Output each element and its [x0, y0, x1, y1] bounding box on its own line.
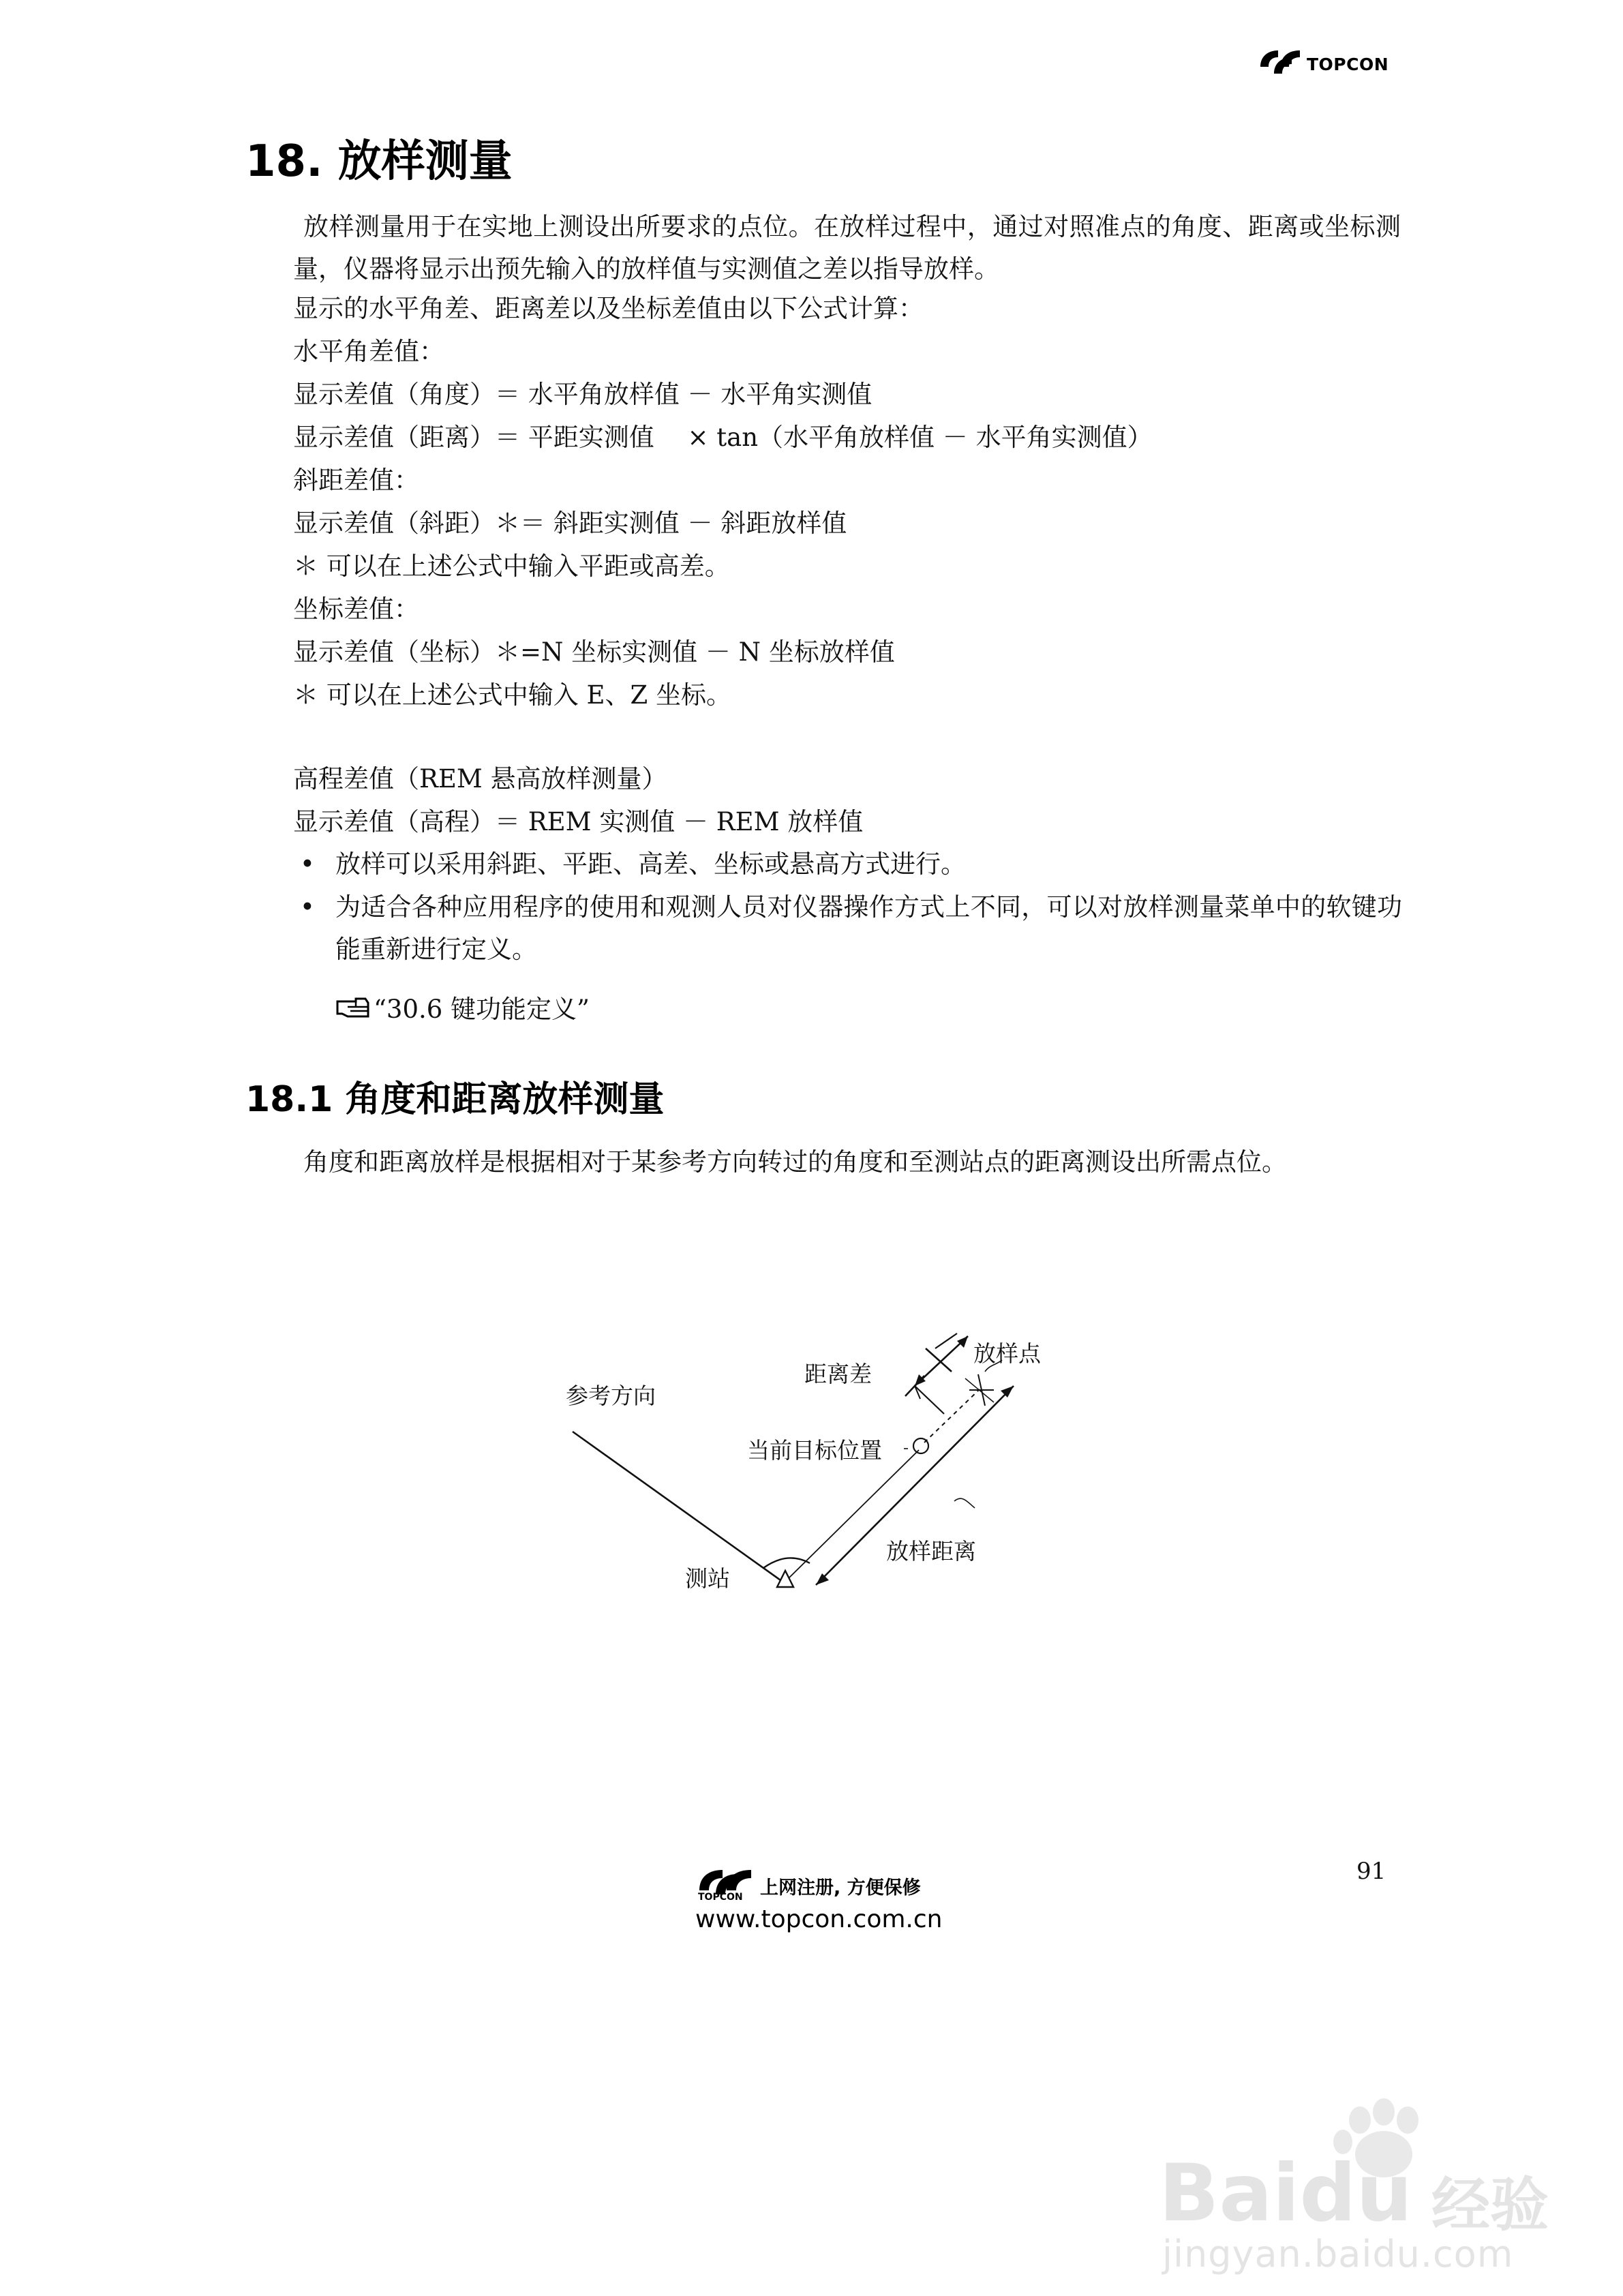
page-number: 91	[1356, 1858, 1386, 1885]
stakeout-diagram	[532, 1309, 1091, 1616]
label-stakeout-point: 放样点	[973, 1340, 1041, 1367]
label-station: 测站	[685, 1565, 730, 1592]
formula-intro-line: 显示的水平角差、距离差以及坐标差值由以下公式计算：	[293, 294, 924, 323]
label-stakeout-distance: 放样距离	[886, 1538, 976, 1565]
note-coord: ＊ 可以在上述公式中输入 E、Z 坐标。	[293, 680, 732, 710]
bullet-mark: •	[300, 892, 315, 922]
watermark-url: jingyan.baidu.com	[1162, 2233, 1514, 2276]
slope-diff-heading: 斜距差值：	[293, 466, 419, 495]
formula-angle: 显示差值（角度）＝ 水平角放样值 － 水平角实测值	[293, 380, 873, 409]
formula-slope: 显示差值（斜距）＊＝ 斜距实测值 － 斜距放样值	[293, 509, 847, 538]
label-distance-difference: 距离差	[804, 1361, 872, 1387]
label-reference-direction: 参考方向	[566, 1383, 656, 1409]
hz-angle-diff-heading: 水平角差值：	[293, 337, 444, 366]
formula-distance: 显示差值（距离）＝ 平距实测值 × tan（水平角放样值 － 水平角实测值）	[293, 423, 1153, 452]
reference-link[interactable]	[335, 994, 590, 1025]
footer-brand: TOPCON	[698, 1892, 743, 1903]
formula-rem: 显示差值（高程）＝ REM 实测值 － REM 放样值	[293, 807, 864, 836]
pointing-hand-icon	[335, 996, 371, 1021]
bullet-softkey-define: 为适合各种应用程序的使用和观测人员对仪器操作方式上不同，可以对放样测量菜单中的软键功能重新进行定义。	[335, 892, 1402, 964]
formula-coord: 显示差值（坐标）＊=N 坐标实测值 － N 坐标放样值	[293, 637, 895, 667]
footer-topcon	[695, 1864, 941, 1939]
reference-text: “30.6 键功能定义”	[374, 995, 590, 1024]
subsection-intro: 角度和距离放样是根据相对于某参考方向转过的角度和至测站点的距离测设出所需点位。	[303, 1147, 1287, 1177]
watermark-brand: Baidu	[1159, 2147, 1413, 2239]
footer-url[interactable]: www.topcon.com.cn	[695, 1905, 943, 1933]
topcon-header-logo	[1258, 46, 1394, 78]
section-intro: 放样测量用于在实地上测设出所要求的点位。在放样过程中，通过对照准点的角度、距离或坐标测量，仪器将显示出预先输入的放样值与实测值之差以指导放样。	[293, 212, 1401, 284]
watermark-cn: 经验	[1431, 2171, 1549, 2239]
section-title: 18. 放样测量	[245, 136, 513, 187]
subsection-title: 18.1 角度和距离放样测量	[245, 1079, 665, 1120]
topcon-logo-icon	[1258, 46, 1305, 78]
baidu-jingyan-watermark	[1159, 2093, 1595, 2277]
bullet-stakeout-modes: 放样可以采用斜距、平距、高差、坐标或悬高方式进行。	[335, 849, 966, 879]
rem-diff-heading: 高程差值（REM 悬高放样测量）	[293, 764, 667, 794]
coord-diff-heading: 坐标差值：	[293, 594, 419, 624]
label-current-target: 当前目标位置	[747, 1437, 882, 1464]
footer-slogan: 上网注册, 方便保修	[760, 1877, 921, 1899]
bullet-mark: •	[300, 849, 315, 879]
header-brand: TOPCON	[1307, 55, 1389, 74]
note-slope: ＊ 可以在上述公式中输入平距或高差。	[293, 552, 730, 581]
